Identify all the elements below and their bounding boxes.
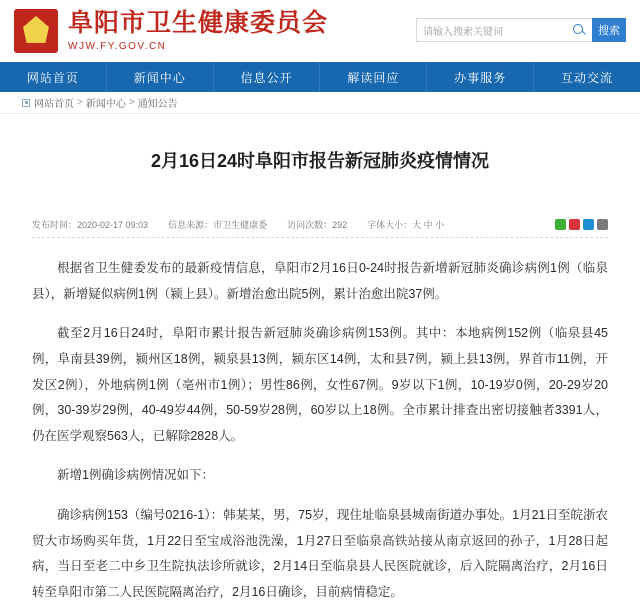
article-paragraph: 截至2月16日24时，阜阳市累计报告新冠肺炎确诊病例153例。其中：本地病例152例（临泉县45例，阜南县39例，颍州区18例，颍泉县13例，颍东区14例，太和县7例，颍上县13例，界首市11例，开发区2例），外地病例1例（亳州市1例）；男性86例，女性67例。9岁以下1例，10-19岁0例，20-29岁20例，30-39岁29例，40-49岁44例，50-59岁28例，60岁以上18例。全市累计排查出密切接触者3391人，仍在医学观察563人，已解除2828人。 xyxy=(32,326,608,443)
site-branding xyxy=(68,8,329,52)
share-weibo-icon[interactable] xyxy=(569,219,580,230)
share-qq-icon[interactable] xyxy=(583,219,594,230)
breadcrumb-separator: > xyxy=(128,97,135,108)
article-paragraph: 新增1例确诊病例情况如下： xyxy=(57,468,214,483)
article-paragraph: 确诊病例153（编号0216-1）：韩某某，男，75岁，现住址临泉县城南街道办事处。1月21日至皖浙农贸大市场购买年货，1月22日至宝成浴池洗澡，1月27日至临泉高铁站接从南京返回的孙子，1月28日起病，当日至老二中乡卫生院执法诊所就诊，2月14日至临泉县人民医院就诊，后入院隔离治疗，2月16日转至阜阳市第二人民医院隔离治疗，2月16日确诊，目前病情稳定。 xyxy=(32,508,608,599)
breadcrumb-item-notices[interactable]: 通知公告 xyxy=(137,99,178,110)
view-count: 访问次数：292 xyxy=(287,219,348,230)
font-size-label: 字体大小： xyxy=(367,219,413,230)
nav-item-disclosure[interactable]: 信息公开 xyxy=(213,62,320,92)
article-meta xyxy=(32,213,608,235)
meta-divider xyxy=(32,237,608,238)
site-url: WJW.FY.GOV.CN xyxy=(68,40,167,52)
site-title: 阜阳市卫生健康委员会 xyxy=(68,8,329,37)
article xyxy=(0,148,640,606)
article-paragraph: 根据省卫生健委发布的最新疫情信息，阜阳市2月16日0-24时报告新增新冠肺炎确诊病例1例（临泉县），新增疑似病例1例（颍上县）。新增治愈出院5例，累计治愈出院37例。 xyxy=(32,261,608,301)
breadcrumb-item-news[interactable]: 新闻中心 xyxy=(85,99,126,110)
font-size-options[interactable]: 大 中 小 xyxy=(412,219,445,230)
breadcrumb-item-home[interactable]: 网站首页 xyxy=(34,99,74,110)
government-emblem xyxy=(14,9,58,53)
nav-item-home[interactable]: 网站首页 xyxy=(26,70,79,85)
breadcrumb xyxy=(0,92,640,114)
breadcrumb-separator: > xyxy=(77,97,83,108)
search-button[interactable]: 搜索 xyxy=(592,18,626,42)
print-icon[interactable] xyxy=(597,219,608,230)
main-navigation[interactable] xyxy=(0,62,640,92)
search-input-wrapper[interactable] xyxy=(416,18,592,42)
search-icon[interactable] xyxy=(572,23,586,37)
article-body xyxy=(32,256,608,606)
nav-item-news[interactable]: 新闻中心 xyxy=(106,62,213,92)
nav-item-interaction[interactable]: 互动交流 xyxy=(533,62,640,92)
site-header xyxy=(0,0,640,62)
search-input[interactable]: 请输入搜索关键词 xyxy=(423,26,503,38)
site-search[interactable] xyxy=(416,18,626,42)
home-icon xyxy=(22,99,30,107)
article-source: 信息来源：市卫生健康委 xyxy=(168,219,268,230)
nav-item-services[interactable]: 办事服务 xyxy=(426,62,533,92)
publish-time: 发布时间：2020-02-17 09:03 xyxy=(32,219,149,230)
share-toolbar[interactable] xyxy=(555,219,608,230)
page-title: 2月16日24时阜阳市报告新冠肺炎疫情情况 xyxy=(150,151,490,171)
share-weixin-icon[interactable] xyxy=(555,219,566,230)
nav-item-interpretation[interactable]: 解读回应 xyxy=(319,62,426,92)
